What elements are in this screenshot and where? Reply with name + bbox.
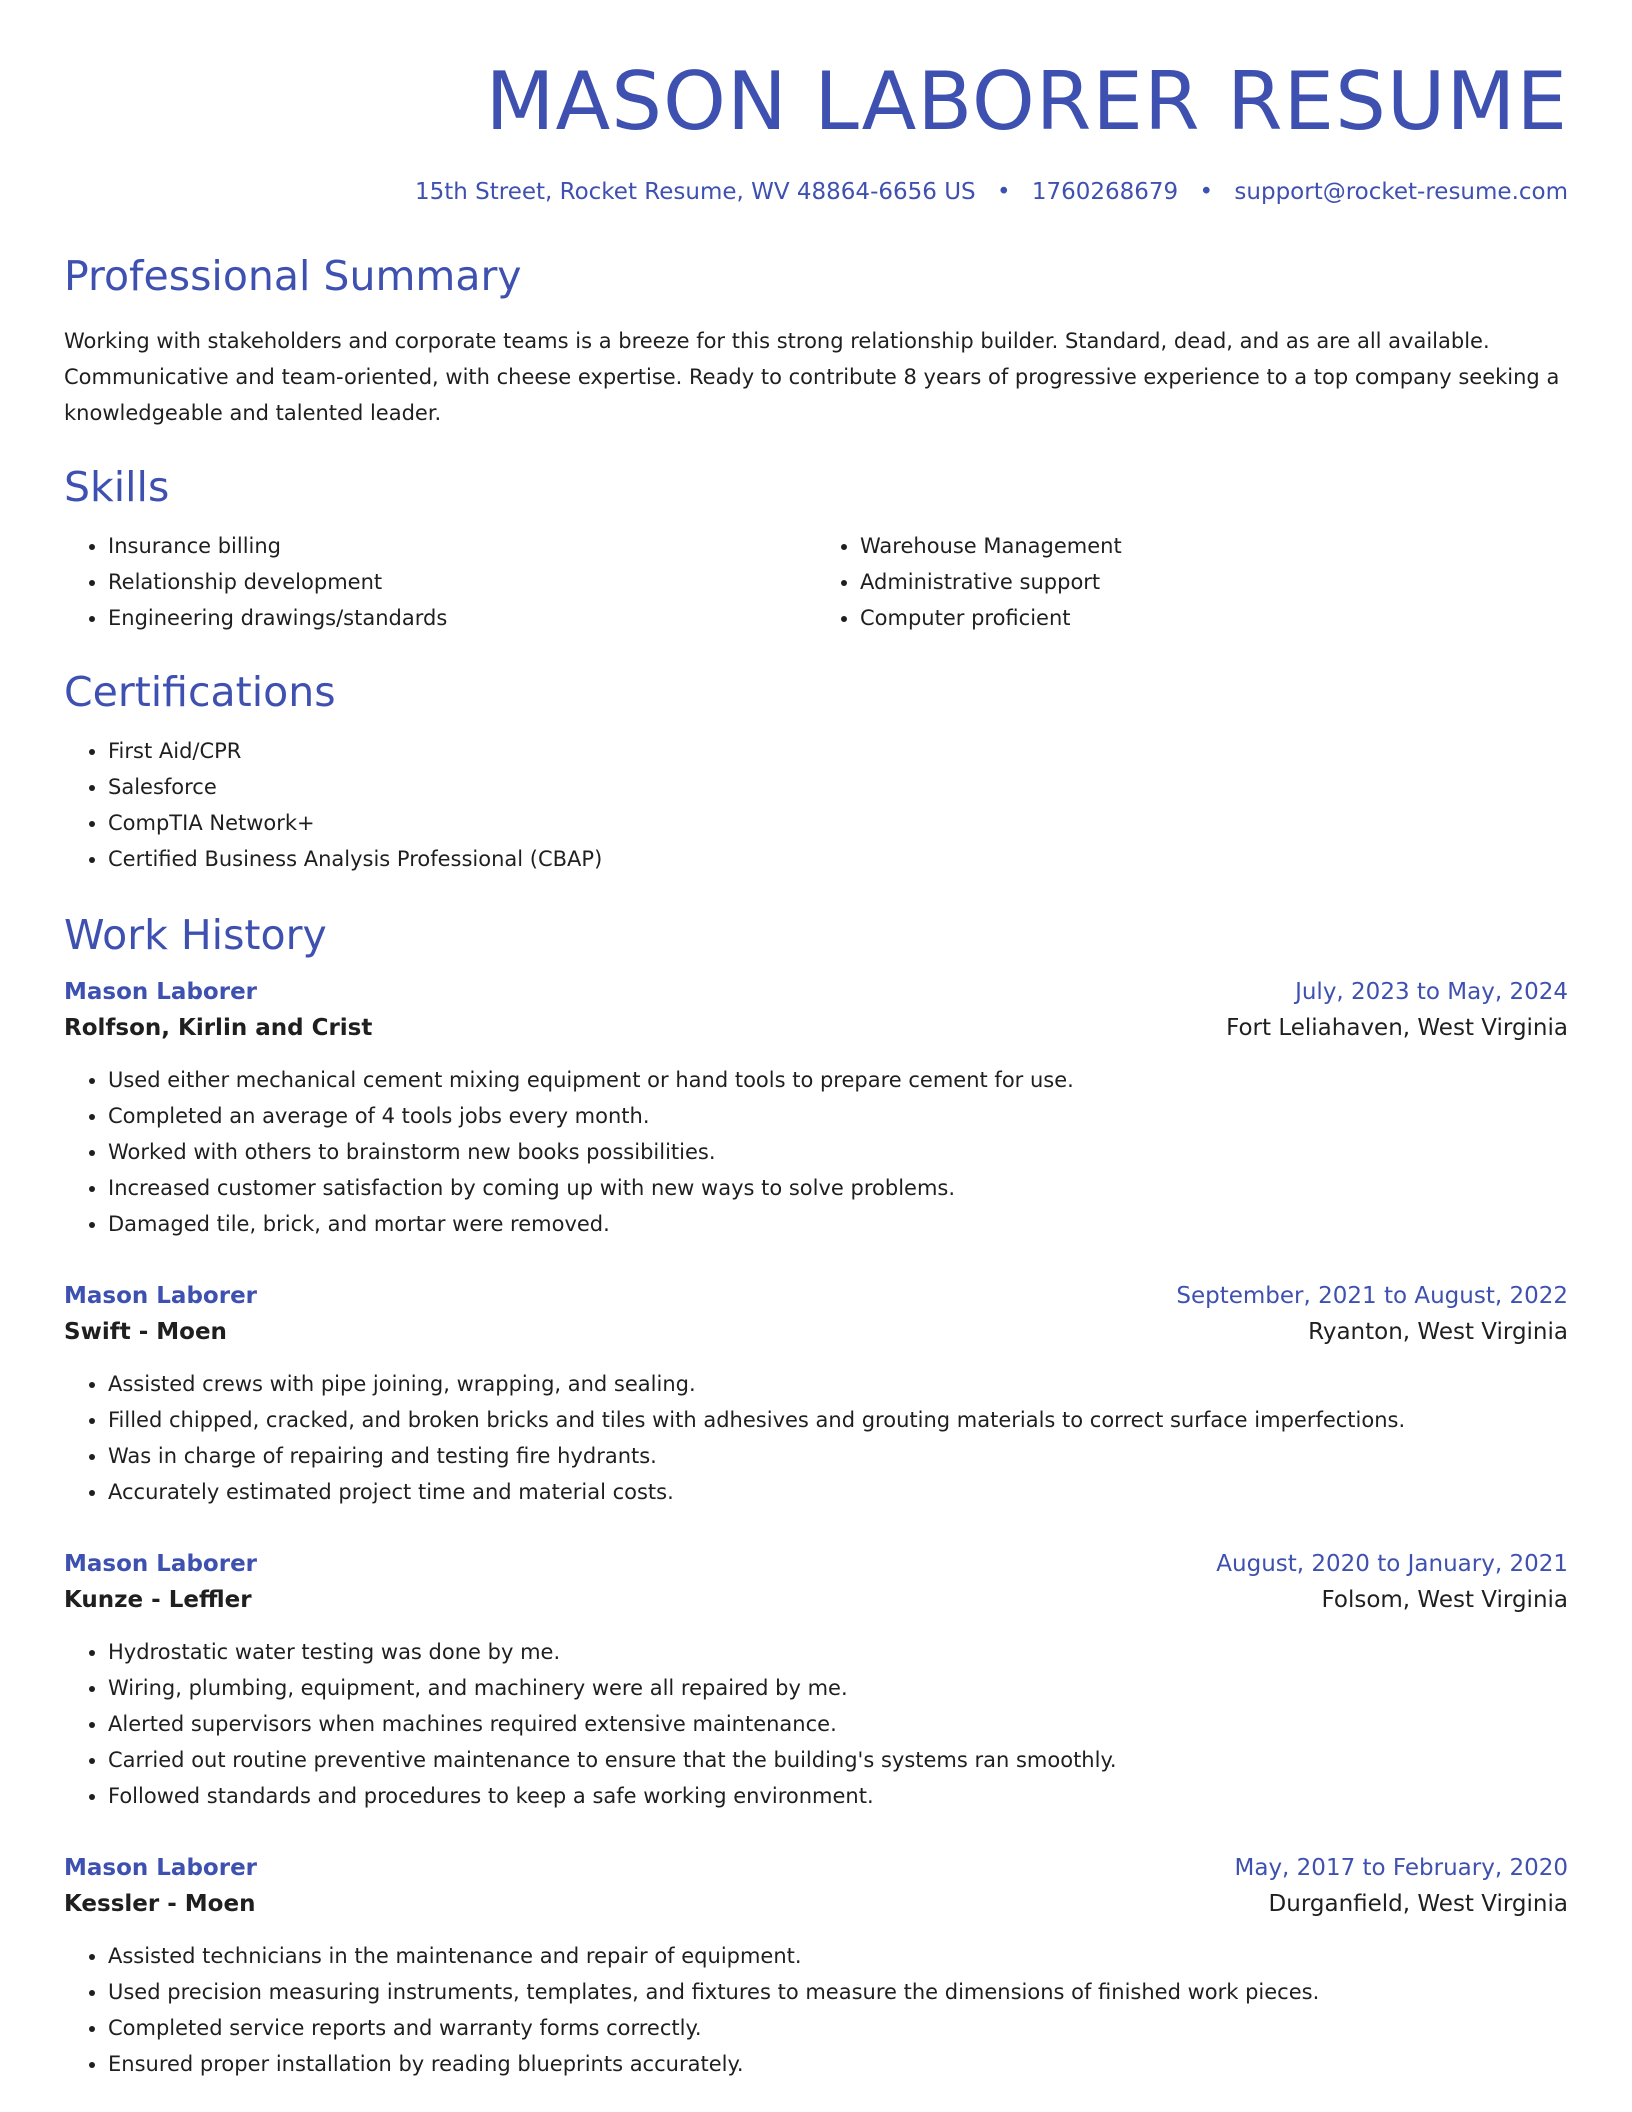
- job-dates: July, 2023 to May, 2024: [1295, 978, 1568, 1005]
- skill-item: • Relationship development: [108, 564, 816, 600]
- job-bullet: • Accurately estimated project time and material costs.: [108, 1474, 1568, 1510]
- resume-page: [64, 0, 1568, 2082]
- job-bullet: • Filled chipped, cracked, and broken bricks and tiles with adhesives and grouting materials to correct surface imperfections.: [108, 1402, 1568, 1438]
- job-bullet: • Used precision measuring instruments, templates, and fixtures to measure the dimensions of finished work pieces.: [108, 1974, 1568, 2010]
- job-bullet: • Assisted technicians in the maintenance and repair of equipment.: [108, 1938, 1568, 1974]
- job-company: Rolfson, Kirlin and Crist: [64, 1014, 373, 1041]
- page-title: MASON LABORER RESUME: [485, 55, 1568, 148]
- job-company-row: [64, 1886, 1568, 1922]
- work-history-heading: Work History: [64, 910, 327, 959]
- job-bullet: • Alerted supervisors when machines required extensive maintenance.: [108, 1706, 1568, 1742]
- job-entry: [64, 1546, 1568, 1814]
- job-header-row: [64, 1546, 1568, 1582]
- job-title: Mason Laborer: [64, 1282, 258, 1309]
- work-history-section: [64, 910, 1568, 2082]
- certification-item: • Certified Business Analysis Professional (CBAP): [108, 841, 1568, 877]
- contact-address: 15th Street, Rocket Resume, WV 48864-6656 US: [414, 179, 976, 205]
- job-bullet: • Was in charge of repairing and testing fire hydrants.: [108, 1438, 1568, 1474]
- skill-item: • Warehouse Management: [860, 528, 1568, 564]
- job-entry: [64, 1278, 1568, 1510]
- skill-item: • Insurance billing: [108, 528, 816, 564]
- job-bullet: • Increased customer satisfaction by coming up with new ways to solve problems.: [108, 1170, 1568, 1206]
- certifications-heading: Certifications: [64, 667, 336, 716]
- job-dates: September, 2021 to August, 2022: [1176, 1282, 1568, 1309]
- job-bullet: • Wiring, plumbing, equipment, and machinery were all repaired by me.: [108, 1670, 1568, 1706]
- job-entry: [64, 1850, 1568, 2082]
- job-entry: [64, 974, 1568, 1242]
- contact-email: support@rocket-resume.com: [1234, 179, 1568, 205]
- skill-item: • Engineering drawings/standards: [108, 600, 816, 636]
- contact-separator: •: [996, 179, 1011, 205]
- job-header-row: [64, 974, 1568, 1010]
- job-company: Swift - Moen: [64, 1318, 227, 1345]
- job-bullets: [64, 1938, 1568, 2082]
- job-company: Kessler - Moen: [64, 1890, 256, 1917]
- skills-columns: [64, 528, 1568, 636]
- skills-list-right: [816, 528, 1568, 636]
- contact-separator: •: [1199, 179, 1214, 205]
- job-title: Mason Laborer: [64, 1550, 258, 1577]
- job-title: Mason Laborer: [64, 1854, 258, 1881]
- job-company-row: [64, 1010, 1568, 1046]
- job-dates: May, 2017 to February, 2020: [1234, 1854, 1568, 1881]
- job-location: Fort Leliahaven, West Virginia: [1226, 1014, 1568, 1041]
- certifications-section: [64, 667, 1568, 877]
- summary-heading: Professional Summary: [64, 251, 522, 300]
- job-bullet: • Completed service reports and warranty forms correctly.: [108, 2010, 1568, 2046]
- job-bullets: [64, 1366, 1568, 1510]
- job-company: Kunze - Leffler: [64, 1586, 252, 1613]
- job-company-row: [64, 1582, 1568, 1618]
- job-bullets: [64, 1062, 1568, 1242]
- job-bullets: [64, 1634, 1568, 1814]
- skills-list-left: [64, 528, 816, 636]
- certifications-list: [64, 733, 1568, 877]
- certification-item: • CompTIA Network+: [108, 805, 1568, 841]
- job-location: Folsom, West Virginia: [1321, 1586, 1568, 1613]
- job-bullet: • Worked with others to brainstorm new books possibilities.: [108, 1134, 1568, 1170]
- skills-heading: Skills: [64, 462, 170, 511]
- job-bullet: • Hydrostatic water testing was done by me.: [108, 1634, 1568, 1670]
- job-bullet: • Assisted crews with pipe joining, wrapping, and sealing.: [108, 1366, 1568, 1402]
- summary-text: Working with stakeholders and corporate teams is a breeze for this strong relationship builder. Standard, dead, and as are all available. Communicative and team-oriented, with cheese expertise. Ready to contribute 8 years of progressive experience to a top company seeking a knowledgeable and talented leader.: [64, 328, 1560, 425]
- job-title: Mason Laborer: [64, 978, 258, 1005]
- job-company-row: [64, 1314, 1568, 1350]
- job-header-row: [64, 1850, 1568, 1886]
- job-dates: August, 2020 to January, 2021: [1216, 1550, 1568, 1577]
- certification-item: • Salesforce: [108, 769, 1568, 805]
- contact-line: [64, 179, 1568, 207]
- job-bullet: • Used either mechanical cement mixing equipment or hand tools to prepare cement for use.: [108, 1062, 1568, 1098]
- job-bullet: • Damaged tile, brick, and mortar were removed.: [108, 1206, 1568, 1242]
- skills-section: [64, 462, 1568, 636]
- job-header-row: [64, 1278, 1568, 1314]
- job-bullet: • Followed standards and procedures to keep a safe working environment.: [108, 1778, 1568, 1814]
- job-bullet: • Ensured proper installation by reading blueprints accurately.: [108, 2046, 1568, 2082]
- summary-section: [64, 251, 1568, 431]
- job-location: Ryanton, West Virginia: [1308, 1318, 1568, 1345]
- job-bullet: • Carried out routine preventive maintenance to ensure that the building's systems ran smoothly.: [108, 1742, 1568, 1778]
- certification-item: • First Aid/CPR: [108, 733, 1568, 769]
- skill-item: • Administrative support: [860, 564, 1568, 600]
- job-location: Durganfield, West Virginia: [1268, 1890, 1568, 1917]
- contact-phone: 1760268679: [1031, 179, 1179, 205]
- skill-item: • Computer proficient: [860, 600, 1568, 636]
- job-bullet: • Completed an average of 4 tools jobs every month.: [108, 1098, 1568, 1134]
